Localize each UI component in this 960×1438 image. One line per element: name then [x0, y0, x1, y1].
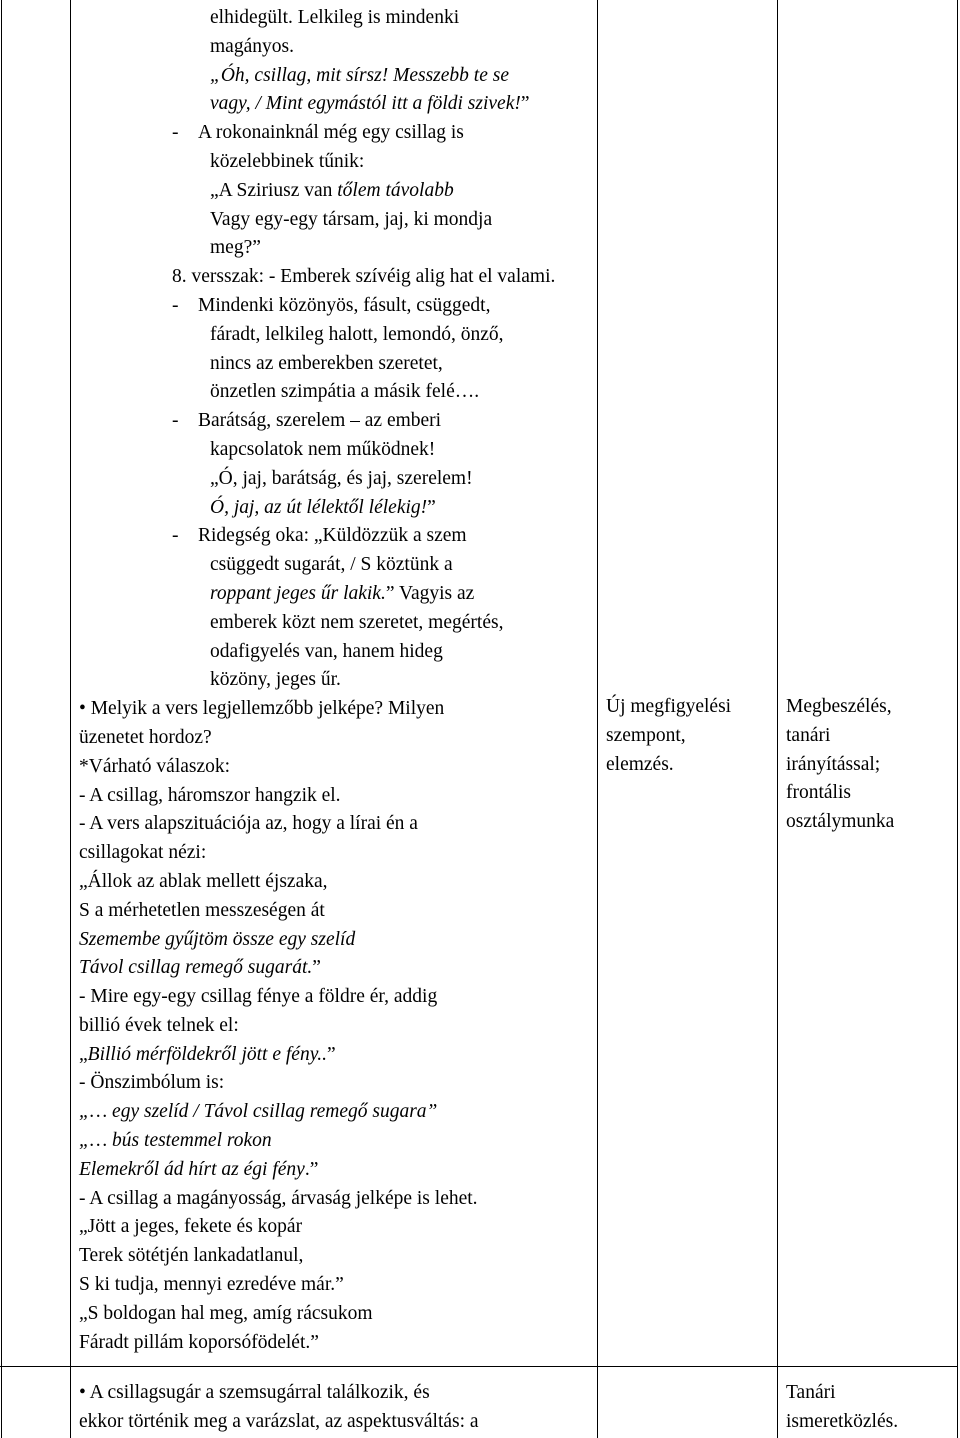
text-line [79, 1242, 555, 1271]
text-span: ekkor történik meg a varázslat, az aspektusváltás: a [79, 1410, 479, 1432]
text-span: ” [427, 496, 436, 518]
text-line [79, 1408, 479, 1437]
text-line [79, 1379, 479, 1408]
text-span: „Jött a jeges, fekete és kopár [79, 1216, 303, 1238]
text-span: magányos. [210, 35, 294, 57]
text-span: ” [520, 93, 530, 115]
text-span: „Állok az ablak mellett éjszaka, [79, 870, 328, 892]
text-span: elhidegült. Lelkileg is mindenki [210, 7, 460, 28]
text-line [79, 263, 555, 292]
text-line: szempont, [606, 724, 686, 746]
text-line [79, 551, 555, 580]
text-line [79, 1156, 555, 1185]
text-line: elemzés. [606, 753, 674, 775]
text-span: S ki tudja, mennyi ezredéve már.” [79, 1274, 344, 1296]
text-span: közelebbinek tűnik: [210, 150, 365, 172]
text-span: fáradt, lelkileg halott, lemondó, önző, [210, 323, 504, 345]
row1-form-cell [786, 693, 894, 837]
text-span: csüggedt sugarát, / S köztünk a [210, 554, 453, 576]
text-line [79, 1069, 555, 1098]
text-line [79, 695, 555, 724]
text-span: ” Vagyis az [385, 582, 475, 604]
text-line [79, 1300, 555, 1329]
text-line [79, 782, 555, 811]
text-line [79, 436, 555, 465]
text-line [79, 4, 555, 33]
text-line [79, 638, 555, 667]
text-line [79, 810, 555, 839]
text-line: Tanári [786, 1382, 836, 1403]
text-line [79, 234, 555, 263]
text-span: 8. versszak: - Emberek szívéig alig hat el valami. [172, 266, 556, 288]
text-line [79, 378, 555, 407]
row1-method-cell [606, 693, 731, 779]
text-line [79, 666, 555, 695]
text-line [79, 90, 555, 119]
text-line [79, 350, 555, 379]
table-border-col2 [597, 0, 598, 1438]
text-span: - Önszimbólum is: [79, 1072, 225, 1094]
text-line: frontális [786, 782, 851, 804]
text-span: meg?” [210, 237, 261, 259]
text-span: • A csillagsugár a szemsugárral találkozik, és [79, 1382, 430, 1403]
text-line [79, 1098, 555, 1127]
italic-text: Billió mérföldekről jött e fény.. [87, 1043, 328, 1065]
text-line [79, 148, 555, 177]
text-line [79, 206, 555, 235]
table-row-divider [0, 1366, 958, 1367]
italic-text: vagy, / Mint egymástól itt a földi szivek! [210, 93, 521, 115]
text-line: Új megfigyelési [606, 696, 732, 717]
text-span: „Ó, jaj, barátság, és jaj, szerelem! [210, 467, 473, 489]
text-line [79, 1127, 555, 1156]
italic-text: „Óh, csillag, mit sírsz! Messzebb te se [210, 64, 509, 86]
italic-text: Távol csillag remegő sugarát. [79, 957, 313, 979]
text-span: Terek sötétjén lankadatlanul, [79, 1245, 304, 1267]
text-span: - A rokonainknál még egy csillag is [172, 122, 464, 144]
text-line [79, 926, 555, 955]
text-span: nincs az emberekben szeretet, [210, 352, 443, 374]
text-span: .” [304, 1158, 319, 1180]
text-span: üzenetet hordoz? [79, 726, 212, 748]
text-span: közöny, jeges űr. [210, 669, 341, 691]
italic-text: Elemekről ád hírt az égi fény [79, 1158, 305, 1180]
text-span: - A csillag, háromszor hangzik el. [79, 784, 341, 806]
text-line [79, 1012, 555, 1041]
text-line [79, 119, 555, 148]
text-span: önzetlen szimpátia a másik felé…. [210, 381, 480, 403]
table-border-col3 [777, 0, 778, 1438]
text-span: • Melyik a vers legjellemzőbb jelképe? Milyen [79, 698, 445, 720]
text-span: - Ridegség oka: „Küldözzük a szem [172, 525, 467, 547]
text-line [79, 177, 555, 206]
row2-form-cell [786, 1379, 898, 1437]
italic-text: Ó, jaj, az út lélektől lélekig! [210, 496, 428, 518]
text-line [79, 321, 555, 350]
text-line [79, 407, 555, 436]
text-line [79, 983, 555, 1012]
text-span: - A csillag a magányosság, árvaság jelképe is lehet. [79, 1187, 478, 1209]
text-line [79, 522, 555, 551]
text-span: csillagokat nézi: [79, 842, 207, 864]
text-span: Fáradt pillám koporsófödelét.” [79, 1331, 319, 1353]
text-line: Megbeszélés, [786, 696, 892, 717]
text-line: irányítással; [786, 753, 881, 775]
text-span: - Mindenki közönyös, fásult, csüggedt, [172, 294, 491, 316]
text-span: „A Sziriusz van [210, 179, 338, 201]
text-line [79, 1213, 555, 1242]
text-line [79, 753, 555, 782]
text-line [79, 465, 555, 494]
text-span: Vagy egy-egy társam, jaj, ki mondja [210, 208, 493, 230]
text-span: *Várható válaszok: [79, 755, 231, 777]
text-line [79, 1041, 555, 1070]
text-line [79, 1185, 555, 1214]
text-span: billió évek telnek el: [79, 1014, 239, 1036]
row2-content-cell [79, 1379, 479, 1437]
text-line [79, 839, 555, 868]
text-line [79, 868, 555, 897]
text-span: - A vers alapszituációja az, hogy a lírai én a [79, 813, 418, 835]
italic-text: Szemembe gyűjtöm össze egy szelíd [79, 928, 356, 950]
text-line [79, 292, 555, 321]
table-border-col1 [70, 0, 71, 1438]
row1-content-cell [79, 4, 555, 1357]
text-span: - Mire egy-egy csillag fénye a földre ér, addig [79, 986, 438, 1008]
text-line: osztálymunka [786, 811, 895, 833]
text-line [79, 494, 555, 523]
text-line [79, 724, 555, 753]
text-line [79, 897, 555, 926]
text-span: odafigyelés van, hanem hideg [210, 640, 443, 662]
italic-text: „… bús testemmel rokon [79, 1130, 272, 1152]
text-span: ” [312, 957, 321, 979]
italic-text: roppant jeges űr lakik. [210, 582, 386, 604]
text-span: kapcsolatok nem működnek! [210, 438, 436, 460]
text-line: tanári [786, 724, 831, 746]
text-span: S a mérhetetlen messzeségen át [79, 899, 325, 921]
text-line [79, 62, 555, 91]
text-span: emberek közt nem szeretet, megértés, [210, 611, 504, 633]
text-line [79, 1271, 555, 1300]
text-line [79, 954, 555, 983]
text-span: „S boldogan hal meg, amíg rácsukom [79, 1302, 373, 1324]
text-line [79, 580, 555, 609]
text-line [79, 33, 555, 62]
text-span: „ [79, 1043, 88, 1065]
text-line [79, 1329, 555, 1358]
italic-text: „… egy szelíd / Távol csillag remegő sugara” [79, 1101, 438, 1123]
text-span: ” [327, 1043, 336, 1065]
text-line [79, 609, 555, 638]
text-span: - Barátság, szerelem – az emberi [172, 410, 442, 432]
table-border-right [957, 0, 958, 1438]
text-line: ismeretközlés. [786, 1410, 899, 1432]
table-border-left [1, 0, 2, 1438]
italic-text: tőlem távolabb [337, 179, 454, 201]
